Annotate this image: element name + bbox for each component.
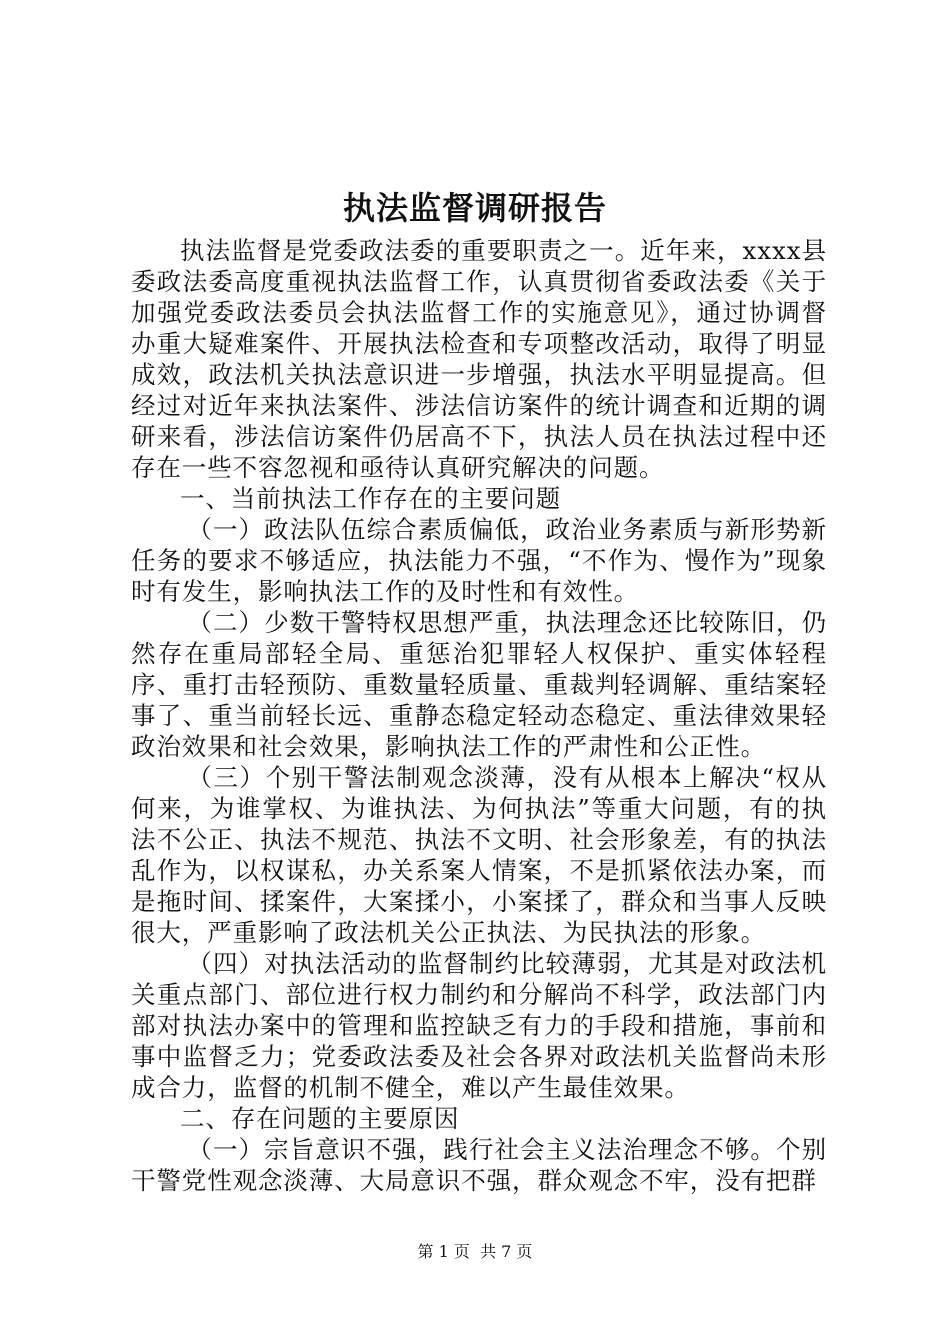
subsection-paragraph-5: （一）宗旨意识不强，践行社会主义法治理念不够。个别干警党性观念淡薄、大局意识不强，群众观念不牢，没有把群: [131, 1135, 827, 1195]
page-number-label: 第 1 页 共 7 页: [417, 1242, 533, 1261]
subsection-paragraph-2: （二）少数干警特权思想严重，执法理念还比较陈旧，仍然存在重局部轻全局、重惩治犯罪轻人权保护、重实体轻程序、重打击轻预防、重数量轻质量、重裁判轻调解、重结案轻事了、重当前轻长远、重静态稳定轻动态稳定、重法律效果轻政治效果和社会效果，影响执法工作的严肃性和公正性。: [131, 608, 827, 761]
subsection-paragraph-3: （三）个别干警法制观念淡薄，没有从根本上解决“权从何来，为谁掌权、为谁执法、为何执法”等重大问题，有的执法不公正、执法不规范、执法不文明、社会形象差，有的执法乱作为，以权谋私，办关系案人情案，不是抓紧依法办案，而是拖时间、揉案件，大案揉小，小案揉了，群众和当事人反映很大，严重影响了政法机关公正执法、为民执法的形象。: [131, 763, 827, 947]
section-heading-1: 一、当前执法工作存在的主要问题: [180, 484, 561, 513]
document-title: 执法监督调研报告: [342, 189, 607, 227]
page-footer: [0, 1242, 950, 1262]
subsection-paragraph-1: （一）政法队伍综合素质偏低，政治业务素质与新形势新任务的要求不够适应，执法能力不强，“不作为、慢作为”现象时有发生，影响执法工作的及时性和有效性。: [131, 515, 827, 606]
section-heading-2: 二、存在问题的主要原因: [180, 1104, 460, 1133]
document-body: [131, 235, 827, 1196]
subsection-paragraph-4: （四）对执法活动的监督制约比较薄弱，尤其是对政法机关重点部门、部位进行权力制约和分解尚不科学，政法部门内部对执法办案中的管理和监控缺乏有力的手段和措施，事前和事中监督乏力；党委政法委及社会各界对政法机关监督尚未形成合力，监督的机制不健全，难以产生最佳效果。: [131, 949, 827, 1102]
intro-paragraph: 执法监督是党委政法委的重要职责之一。近年来，xxxx县委政法委高度重视执法监督工作，认真贯彻省委政法委《关于加强党委政法委员会执法监督工作的实施意见》，通过协调督办重大疑难案件、开展执法检查和专项整改活动，取得了明显成效，政法机关执法意识进一步增强，执法水平明显提高。但经过对近年来执法案件、涉法信访案件的统计调查和近期的调研来看，涉法信访案件仍居高不下，执法人员在执法过程中还存在一些不容忽视和亟待认真研究解决的问题。: [131, 236, 827, 482]
